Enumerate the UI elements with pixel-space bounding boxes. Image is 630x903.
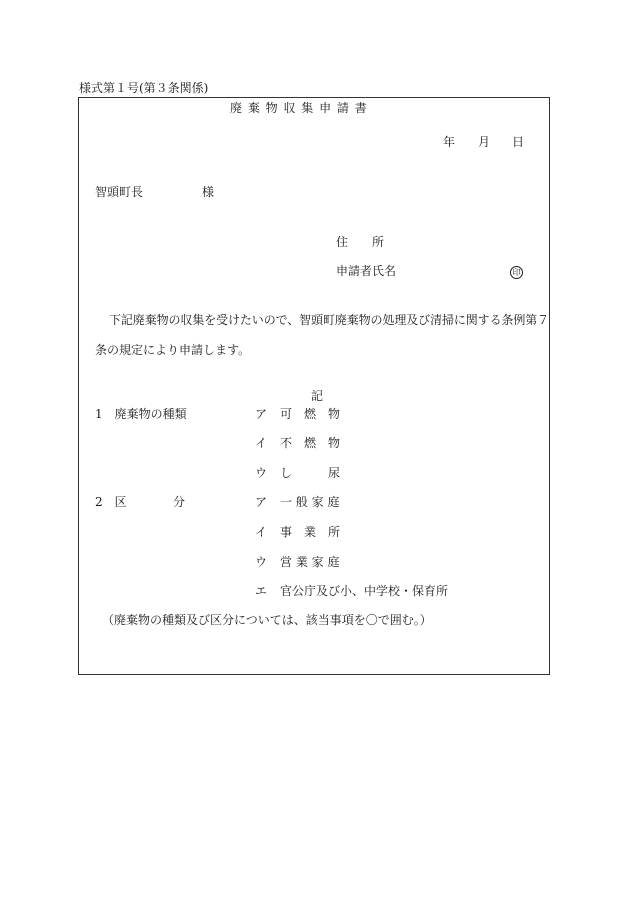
item2-option-text: 一 般 家 庭 — [280, 495, 340, 509]
item2-option-mark: ウ — [255, 555, 268, 569]
item2-option-mark: イ — [255, 525, 268, 539]
item1-option-mark: ウ — [255, 466, 268, 480]
item2-option-mark: エ — [255, 584, 268, 598]
item1-label: 1 廃棄物の種類 — [95, 407, 187, 421]
date-month: 月 — [478, 135, 491, 149]
item2-option-text: 営 業 家 庭 — [280, 555, 340, 569]
addressee-honorific: 様 — [202, 185, 215, 199]
item2-label-number: 2 区 — [95, 495, 127, 509]
ki-heading: 記 — [311, 389, 324, 403]
address-label: 住 所 — [336, 235, 385, 249]
applicant-name-label: 申請者氏名 — [336, 264, 397, 278]
body-text-line-1: 下記廃棄物の収集を受けたいので、智頭町廃棄物の処理及び清掃に関する条例第７ — [109, 313, 550, 327]
date-day: 日 — [512, 135, 525, 149]
seal-icon: 印 — [510, 266, 523, 279]
form-title: 廃 棄 物 収 集 申 請 書 — [230, 101, 368, 115]
form-number: 様式第１号(第３条関係) — [79, 81, 209, 95]
item2-option-mark: ア — [255, 495, 268, 509]
addressee-name: 智頭町長 — [95, 185, 144, 199]
body-text-line-2: 条の規定により申請します。 — [95, 343, 251, 357]
item1-option-text: 可 燃 物 — [280, 407, 341, 421]
note-text: （廃棄物の種類及び区分については、該当事項を〇で囲む。） — [102, 613, 432, 627]
item2-label-end: 分 — [173, 495, 186, 509]
item1-option-mark: ア — [255, 407, 268, 421]
item1-option-text: 不 燃 物 — [280, 436, 341, 450]
item1-option-mark: イ — [255, 436, 268, 450]
date-year: 年 — [443, 135, 456, 149]
item2-option-text: 官公庁及び小、中学校・保育所 — [280, 584, 449, 598]
item2-option-text: 事 業 所 — [280, 525, 341, 539]
item1-option-text: し 尿 — [280, 466, 341, 480]
seal-mark — [510, 265, 523, 279]
